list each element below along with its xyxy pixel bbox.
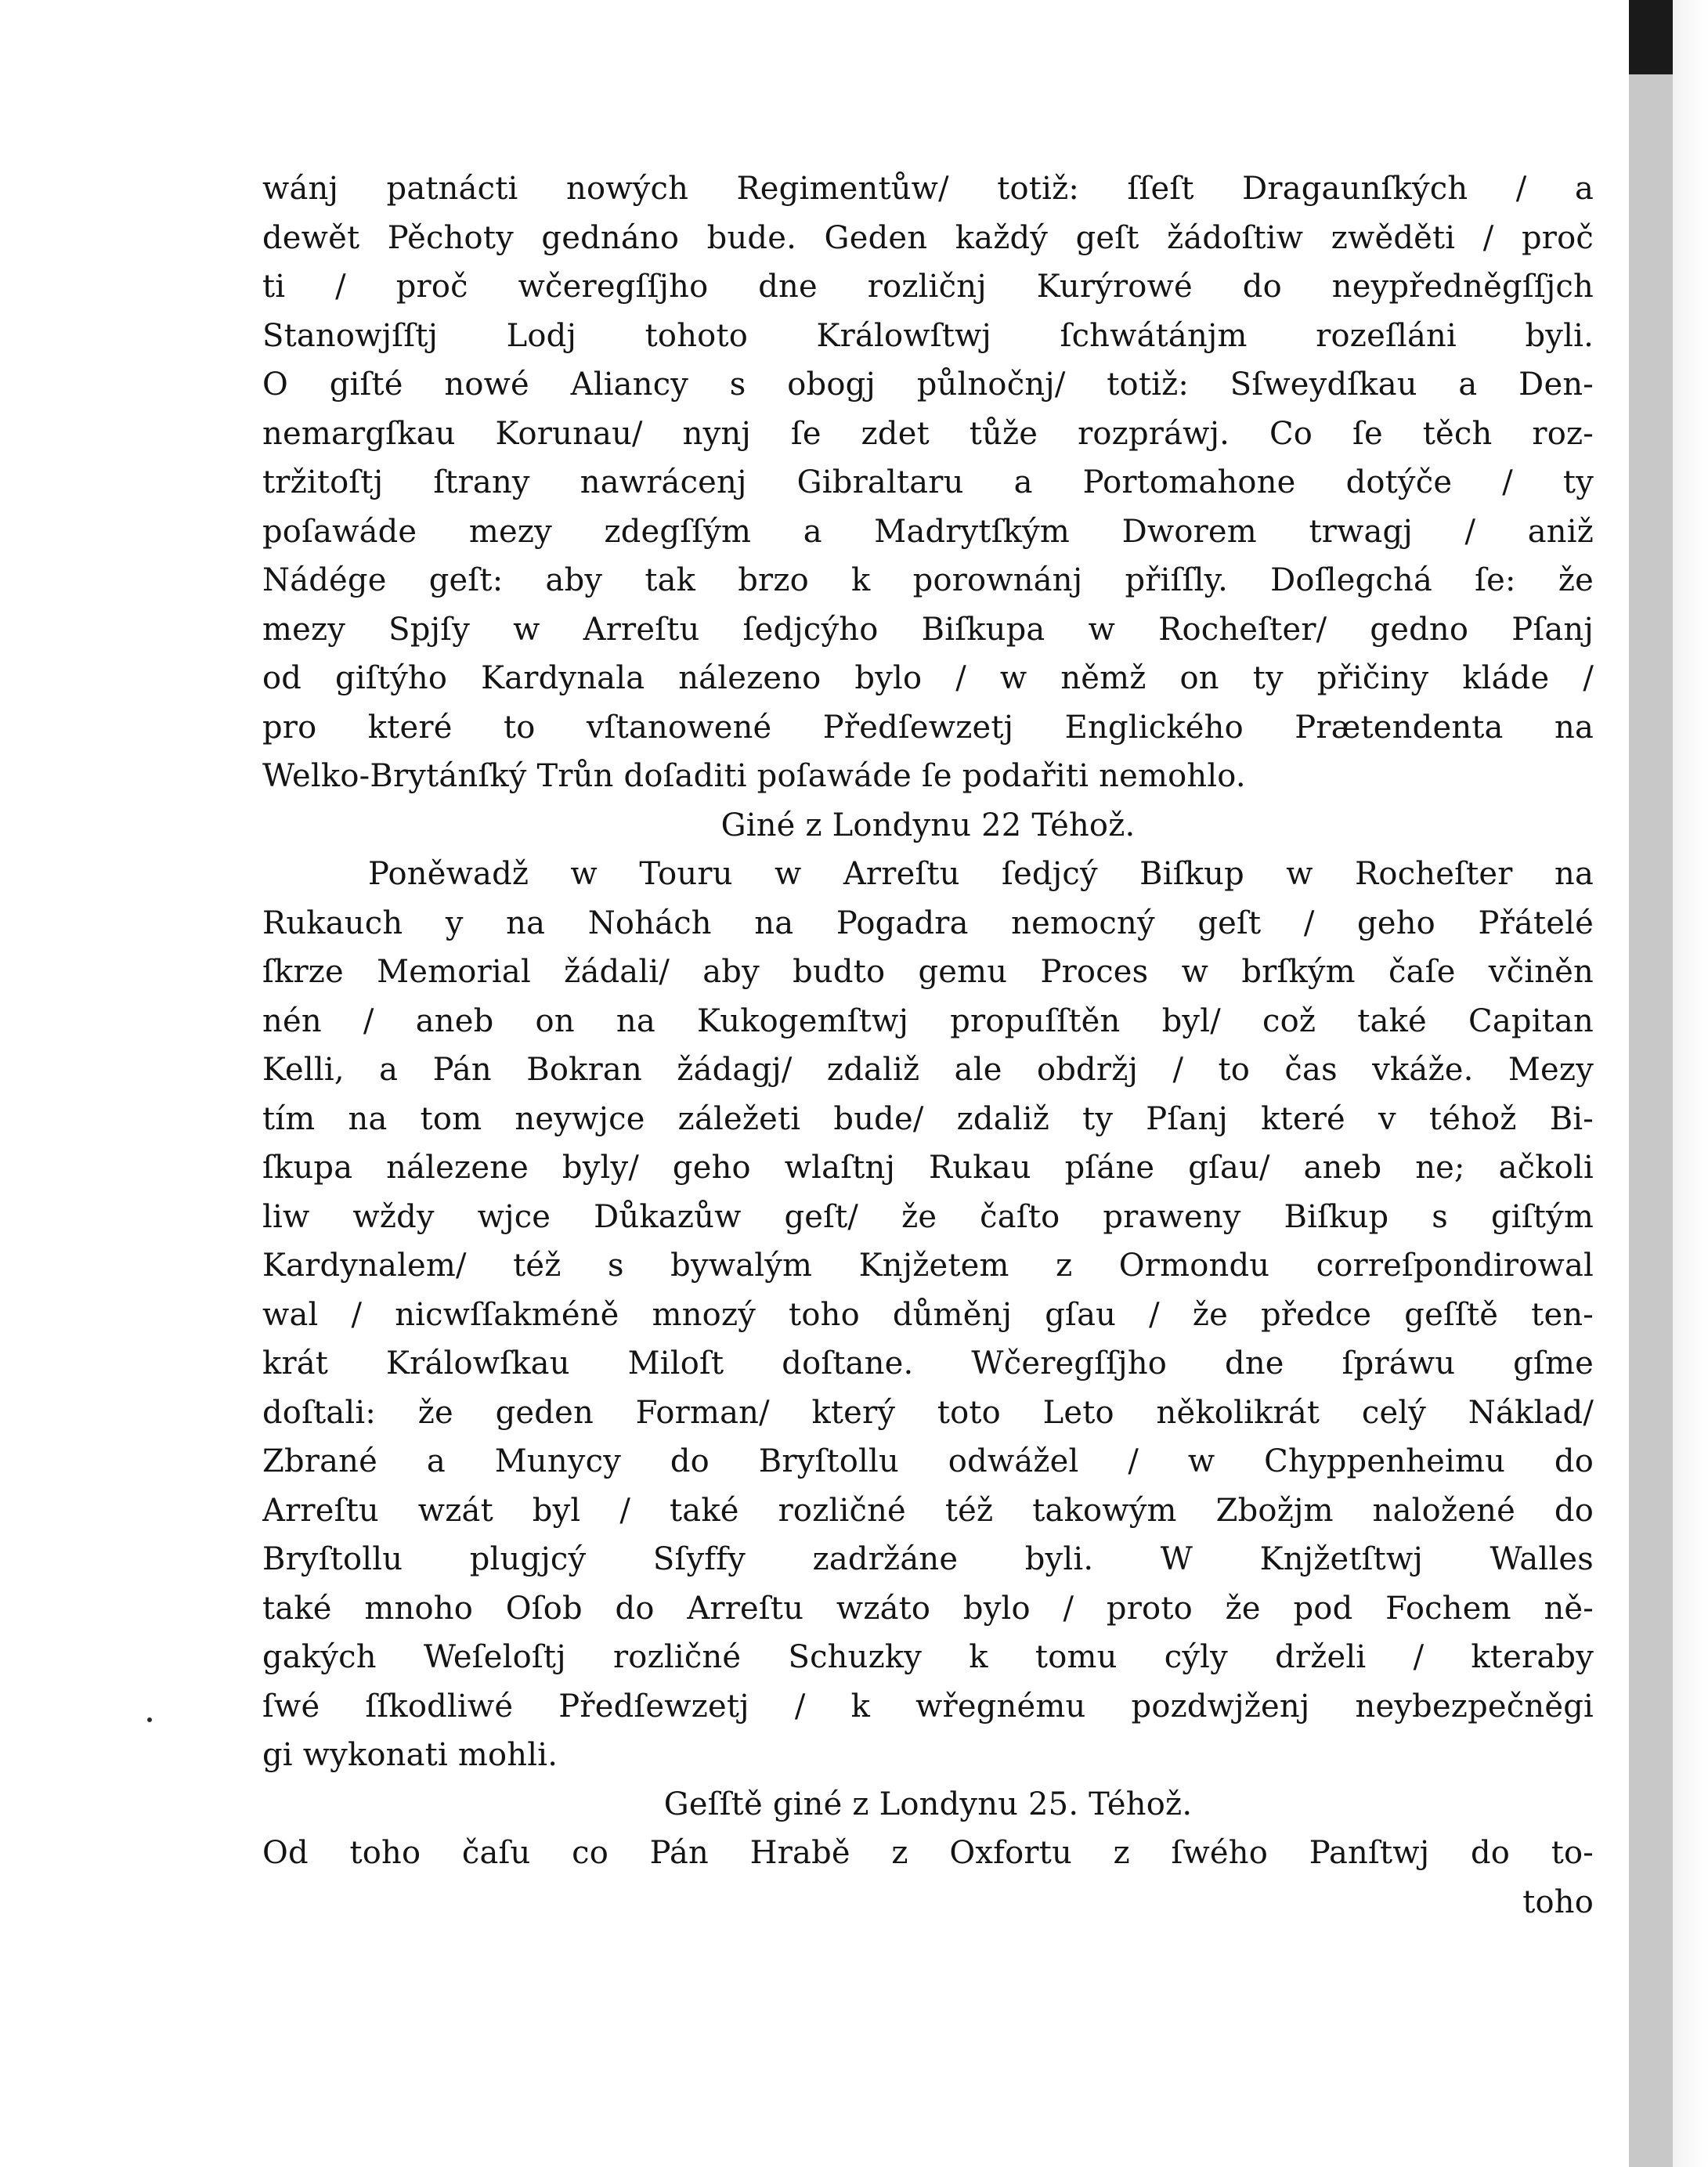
- text-line: tržitoſtj ſtrany nawrácenj Gibraltaru a Portomahone dotýče / ty: [262, 464, 1594, 500]
- text-line: ſwé ſſkodliwé Předſewzetj / k wřegnému pozdwjženj neybezpečněgi: [262, 1688, 1594, 1725]
- text-line: krát Králowſkau Miloſt doſtane. Wčeregſſjho dne ſpráwu gſme: [262, 1345, 1594, 1381]
- text-line: O giſté nowé Aliancy s obogj půlnočnj/ totiž: Sſweydſkau a Den-: [262, 367, 1594, 403]
- text-line: ſkupa nálezene byly/ geho wlaſtnj Rukau pſáne gſau/ aneb ne; ačkoli: [262, 1150, 1594, 1186]
- text-line: Bryſtollu plugjcý Sſyffy zadržáne byli. W Knjžetſtwj Walles: [262, 1541, 1594, 1577]
- text-line: dewět Pěchoty gednáno bude. Geden každý geſt žádoſtiw zwěděti / proč: [262, 219, 1594, 256]
- text-line: mezy Spjſy w Arreſtu ſedjcýho Biſkupa w Rocheſter/ gedno Pſanj: [262, 611, 1594, 648]
- text-line: poſawáde mezy zdegſſým a Madrytſkým Dworem trwagj / aniž: [262, 513, 1594, 550]
- text-line: ti / proč wčeregſſjho dne rozličnj Kurýrowé do neypředněgſſjch: [262, 269, 1594, 305]
- book-spine-edge: [1629, 0, 1708, 2167]
- text-line: wánj patnácti nowých Regimentůw/ totiž: ſſeſt Dragaunſkých / a: [262, 171, 1594, 207]
- text-line: gakých Weſeloſtj rozličné Schuzky k tomu cýly drželi / kteraby: [262, 1639, 1594, 1675]
- text-line: Od toho čaſu co Pán Hrabě z Oxfortu z ſwého Panſtwj do to-: [262, 1835, 1594, 1871]
- ink-speck: [147, 1717, 152, 1722]
- text-line: Zbrané a Munycy do Bryſtollu odwážel / w Chyppenheimu do: [262, 1443, 1594, 1479]
- text-line: Kelli, a Pán Bokran žádagj/ zdaliž ale obdržj / to čas vkáže. Mezy: [262, 1052, 1594, 1088]
- text-line: Stanowjſſtj Lodj tohoto Králowſtwj ſchwátánjm rozeſláni byli.: [262, 317, 1594, 354]
- text-line: Rukauch y na Nohách na Pogadra nemocný geſt / geho Přátelé: [262, 905, 1594, 941]
- spine-shadow: [1629, 0, 1673, 74]
- catchword: toho: [1522, 1883, 1594, 1920]
- text-line: Arreſtu wzát byl / také rozličné též takowým Zbožjm naložené do: [262, 1492, 1594, 1529]
- text-line: ſkrze Memorial žádali/ aby budto gemu Proces w brſkým čaſe včiněn: [262, 954, 1594, 990]
- text-line: tím na tom neywjce záležeti bude/ zdaliž ty Pſanj které v téhož Bi-: [262, 1100, 1594, 1137]
- text-line: od giſtýho Kardynala nálezeno bylo / w němž on ty přičiny kláde /: [262, 660, 1594, 696]
- text-line: nemargſkau Korunau/ nynj ſe zdet tůže rozpráwj. Co ſe těch roz-: [262, 415, 1594, 452]
- text-line: liw wždy wjce Důkazůw geſt/ že čaſto praweny Biſkup s giſtým: [262, 1198, 1594, 1235]
- text-line: pro které to vſtanowené Předſewzetj Englického Prætendenta na: [262, 709, 1594, 746]
- text-line: Poněwadž w Touru w Arreſtu ſedjcý Biſkup w Rocheſter na: [368, 856, 1594, 892]
- text-line: gi wykonati mohli.: [262, 1737, 558, 1773]
- body-text: [262, 164, 1594, 1927]
- section-heading: Geſſtě giné z Londynu 25. Téhož.: [663, 1786, 1193, 1822]
- text-line: také mnoho Oſob do Arreſtu wzáto bylo / proto že pod Fochem ně-: [262, 1590, 1594, 1627]
- section-heading: Giné z Londynu 22 Téhož.: [720, 807, 1136, 843]
- text-line: wal / nicwſſakméně mnozý toho důměnj gſau / že předce geſſtě ten-: [262, 1296, 1594, 1333]
- text-line: nén / aneb on na Kukogemſtwj propuſſtěn byl/ což také Capitan: [262, 1002, 1594, 1039]
- text-line: Nádége geſt: aby tak brzo k porownánj přiſſly. Doſlegchá ſe: že: [262, 562, 1594, 598]
- text-line: Welko-Brytánſký Trůn doſaditi poſawáde ſe podařiti nemohlo.: [262, 758, 1246, 794]
- text-line: Kardynalem/ též s bywalým Knjžetem z Ormondu correſpondirowal: [262, 1248, 1594, 1284]
- text-line: doſtali: že geden Forman/ který toto Leto několikrát celý Náklad/: [262, 1394, 1594, 1431]
